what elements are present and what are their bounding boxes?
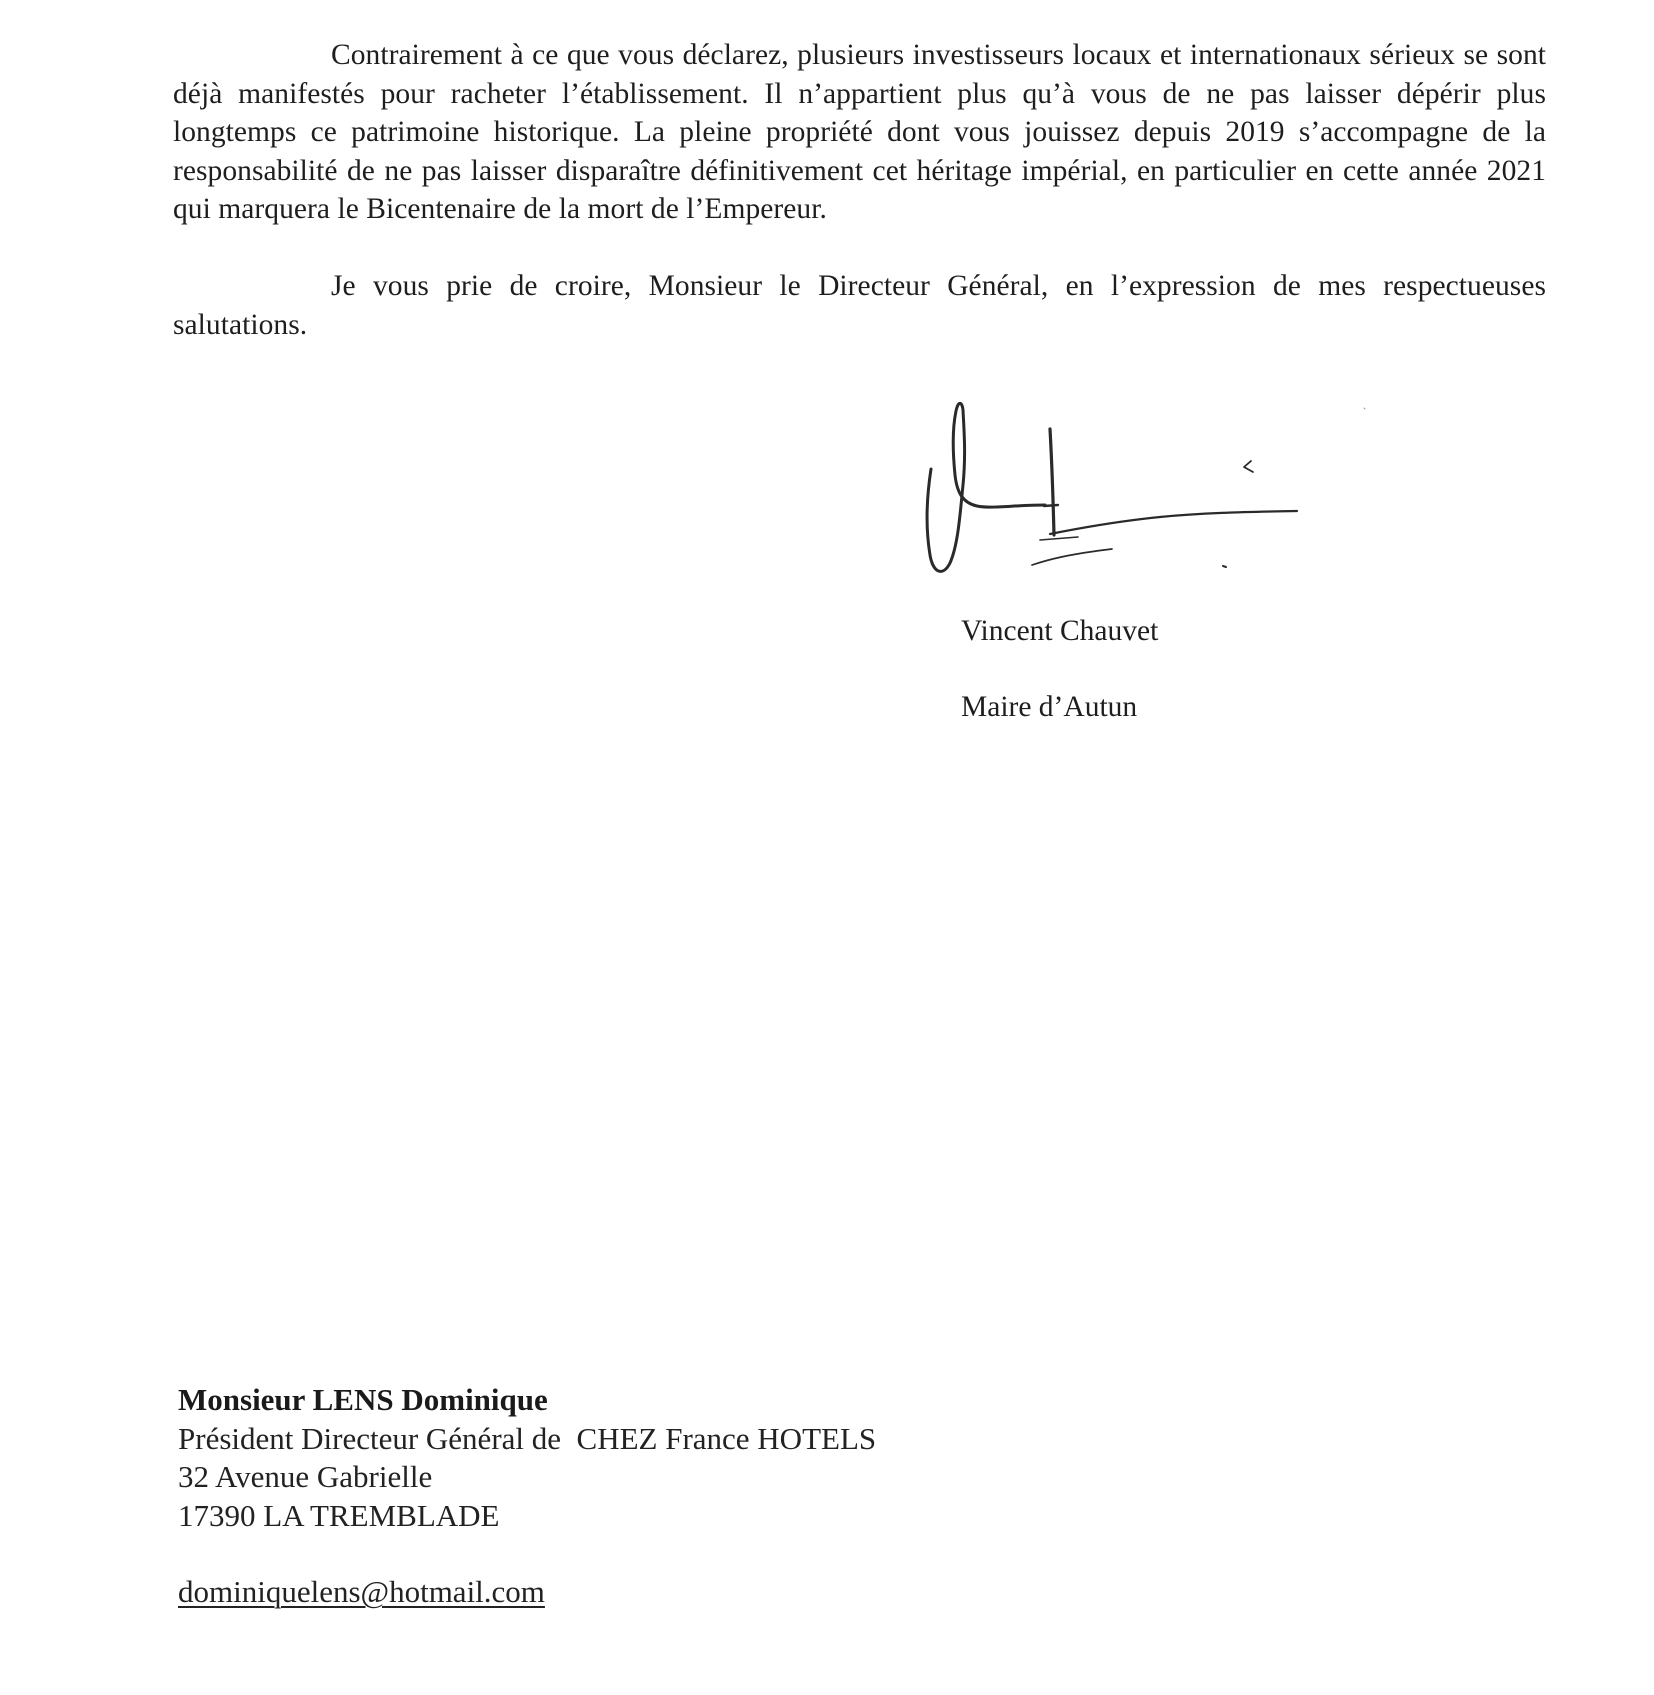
signatory-name: Vincent Chauvet: [961, 615, 1159, 647]
recipient-email-link[interactable]: dominiquelens@hotmail.com: [178, 1574, 545, 1609]
signatory-title: Maire d’Autun: [961, 691, 1138, 723]
recipient-city: 17390 LA TREMBLADE: [178, 1497, 500, 1533]
recipient-address-block: [178, 1381, 1078, 1535]
body-paragraph-salutation: Je vous prie de croire, Monsieur le Directeur Général, en l’expression de mes respectueuses salutations.: [173, 270, 1546, 341]
recipient-street: 32 Avenue Gabrielle: [178, 1459, 433, 1494]
recipient-name: Monsieur LENS Dominique: [178, 1382, 548, 1417]
body-paragraph-closing-argument: Contrairement à ce que vous déclarez, plusieurs investisseurs locaux et internationaux sérieux se sont déjà manifestés pour racheter l’établissement. Il n’appartient plus qu’à vous de ne pas laisser dépérir plus longtemps ce patrimoine historique. La pleine propriété dont vous jouissez depuis 2019 s’accompagne de la responsabilité de ne pas laisser disparaître définitivement cet héritage impérial, en particulier en cette année 2021 qui marquera le Bicentenaire de la mort de l’Empereur.: [173, 39, 1546, 225]
recipient-position: Président Directeur Général de CHEZ France HOTELS: [178, 1420, 877, 1456]
handwritten-signature: [920, 395, 1370, 595]
